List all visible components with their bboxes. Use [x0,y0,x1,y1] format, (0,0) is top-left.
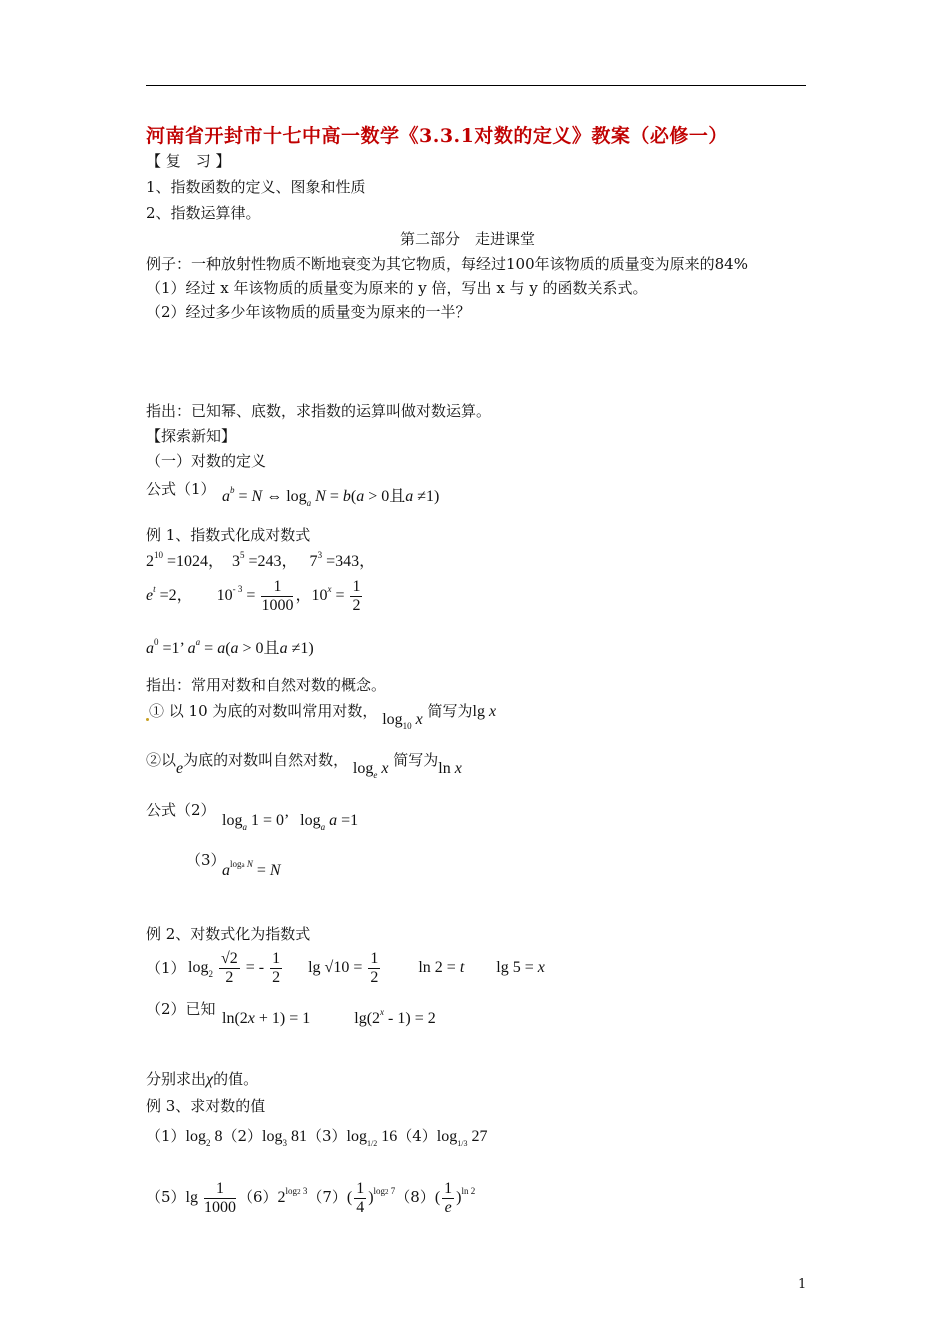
natural-log-abbr: 简写为 [393,751,439,769]
ex3-label-3: （3） [307,1127,347,1145]
example1-row2: $e^t =2$， $10^{- 3}$ = $\frac{1}{1000}$ ，$10^x$ = $\frac{1}{2}$ [146,578,361,614]
formula1-expression: $a^b = N$ ⇔ $\log_a N = b(a > 0$且a ≠1) [222,485,440,508]
find-x-post: 的值。 [213,1070,259,1088]
review-item-1: 1、指数函数的定义、图象和性质 [146,178,366,196]
formula3-label: （3） [186,851,226,869]
natural-log-line: ②以e为底的对数叫自然对数， $\log_e x$ 简写为ln x [146,751,462,780]
example1-heading: 例 1、指数式化成对数式 [146,526,311,544]
example2-q2-label: （2）已知 [146,1000,216,1018]
common-log-text: ① 以 10 为底的对数叫常用对数， [149,702,378,720]
ex3-label-8: （8） [395,1187,435,1206]
ex3-label-7: （7） [307,1187,347,1206]
example2-q2-expressions: ln(2x + 1) = 1 lg(2$^x$ - 1) = 2 [222,1007,436,1027]
example-q1: （1）经过 x 年该物质的质量变为原来的 y 倍，写出 x 与 y 的函数关系式。 [146,279,648,297]
common-log-abbr: 简写为 [427,702,473,720]
natural-log-pre: ②以 [146,751,177,769]
common-log-line: ① 以 10 为底的对数叫常用对数， $\log_{10} x$ 简写为lg x [146,703,496,721]
example3-row1: $(1)\log_2$ $8(2)\log_3$ $81(3)\log_{1/2}$ $16(4)\log_{1/3}$ 27 [146,1127,488,1148]
example-text: 例子：一种放射性物质不断地衰变为其它物质，每经过100年该物质的质量变为原来的84% [146,255,748,273]
explore-heading: 【探索新知】 [146,427,237,445]
ex3-label-4: （4） [397,1127,437,1145]
note-common-natural: 指出：常用对数和自然对数的概念。 [146,676,387,694]
note-logarithm-operation: 指出：已知幂、底数，求指数的运算叫做对数运算。 [146,402,492,420]
example2-q1-label: （1） [146,959,186,977]
formula3-expression: $a^{loga N} = N$ [222,859,281,879]
ex3-label-6: （6） [238,1187,278,1206]
review-item-2: 2、指数运算律。 [146,204,261,222]
formula1-label: 公式（1） [146,480,216,498]
find-x-pre: 分别求出 [146,1070,207,1088]
formula2-expression: $\log_a 1 = 0$’ $\log_a a =1$ [222,812,359,832]
ex3-label-2: （2） [222,1127,263,1145]
example2-heading: 例 2、对数式化为指数式 [146,925,311,943]
example3-heading: 例 3、求对数的值 [146,1097,266,1115]
page-number: 1 [798,1277,807,1292]
find-x-line: 分别求出χ的值。 [146,1070,259,1088]
part2-heading: 第二部分 走进课堂 [400,230,536,248]
example2-q1-expressions: $\log_2$ $\frac{√2}{2}$ = - $\frac{1}{2}$ lg √10 = $\frac{1}{2}$ ln 2 = t lg 5 = x [188,950,545,986]
page-title: 河南省开封市十七中高一数学《3.3.1对数的定义》教案（必修一） [146,125,728,147]
ex3-label-5: （5） [146,1187,186,1206]
natural-log-text: 为底的对数叫自然对数， [183,751,349,769]
definition-heading: （一）对数的定义 [146,452,267,470]
header-rule [146,85,806,86]
example1-row3: $a^0 =1$’ $a^a = a(a > 0$且a ≠1) [146,637,314,657]
example1-row1: $2^{10} =1024$， $3^5 =243$， $7^3 =343$， [146,550,376,570]
ex3-label-1: （1） [146,1127,186,1145]
example3-row2: （5）lg $\frac{1}{1000}$ $(6)2^{log2 3}(7)$( $\frac{1}{4}$ )$^{log2 7}$（8）( $\frac{1}{e}$ )$^{ln 2}$ [146,1180,476,1216]
formula2-label: 公式（2） [146,801,216,819]
review-heading: 【 复 习 】 [146,152,231,170]
example-q2: （2）经过多少年该物质的质量变为原来的一半？ [146,303,471,321]
